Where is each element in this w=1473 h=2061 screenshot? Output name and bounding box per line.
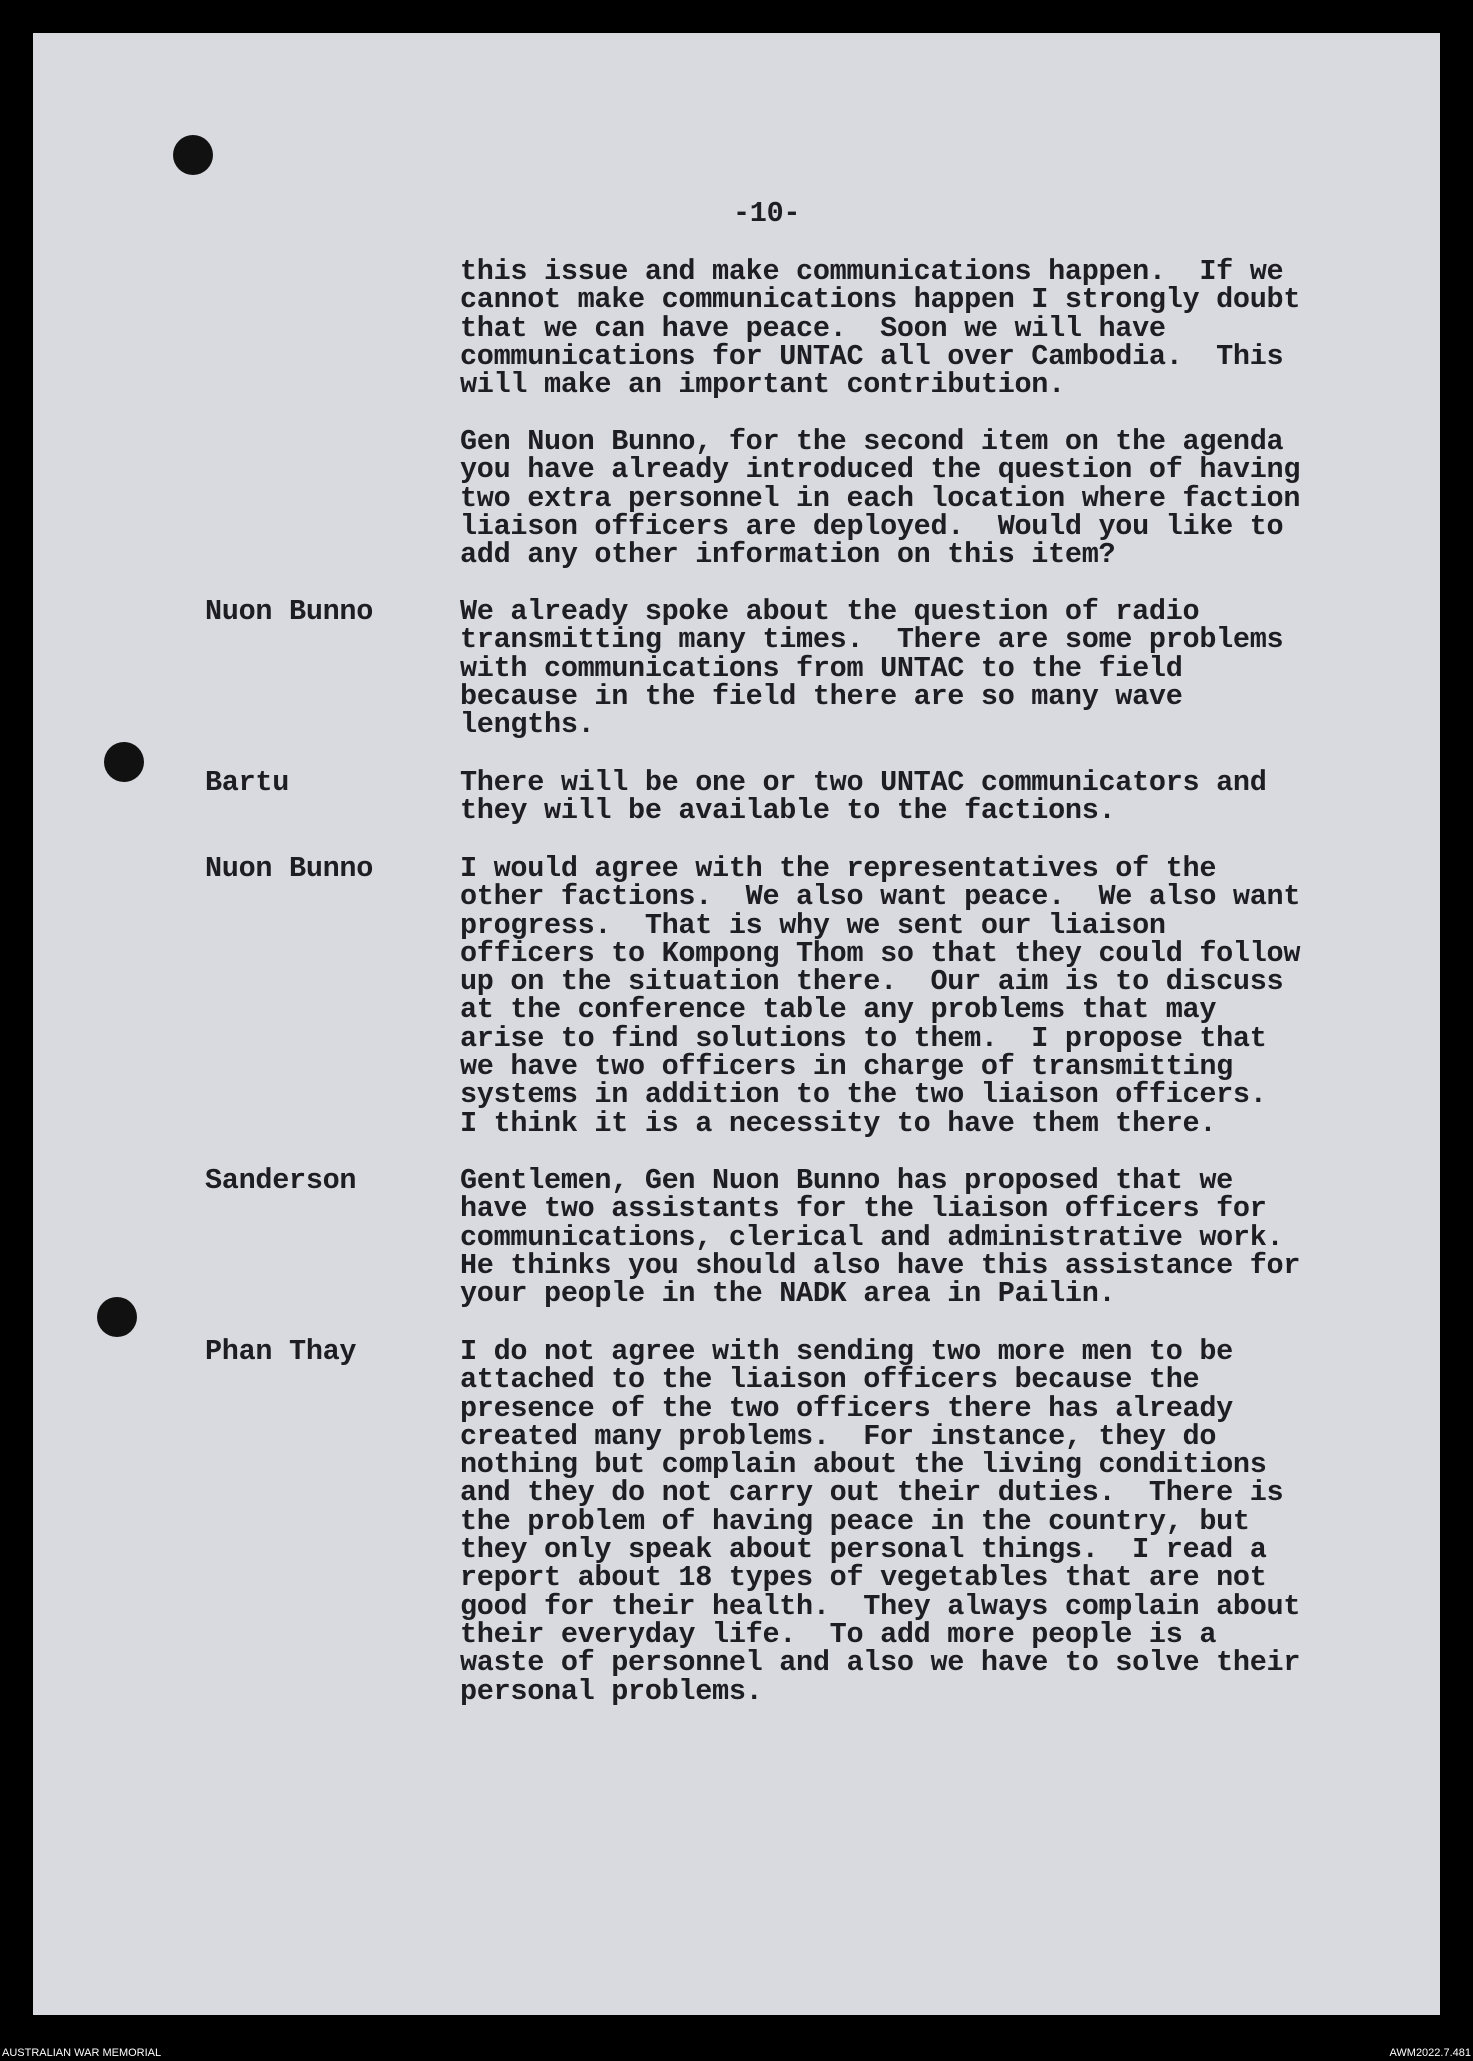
document-page <box>33 33 1440 2015</box>
speaker-name: Phan Thay <box>205 1335 357 1368</box>
punch-hole <box>104 742 144 782</box>
footer-institution: AUSTRALIAN WAR MEMORIAL <box>2 2047 162 2059</box>
speaker-name: Sanderson <box>205 1164 357 1197</box>
punch-hole <box>173 135 213 175</box>
paragraph: I would agree with the representatives of the other factions. We also want peace. We also want progress. That is why we sent our liaison officers to Kompong Thom so that they could follow up on the situation there. Our aim is to discuss at the conference table any problems that may arise to find solutions to them. I propose that we have two officers in charge of transmitting systems in addition to the two liaison officers. I think it is a necessity to have them there. <box>460 852 1301 1140</box>
paragraph: Gentlemen, Gen Nuon Bunno has proposed that we have two assistants for the liaison officers for communications, clerical and administrative work. He thinks you should also have this assistance for your people in the NADK area in Pailin. <box>460 1164 1301 1311</box>
footer-reference: AWM2022.7.481 <box>1389 2047 1471 2059</box>
speaker-name: Bartu <box>205 766 290 799</box>
paragraph: There will be one or two UNTAC communicators and they will be available to the factions. <box>460 766 1267 828</box>
paragraph: this issue and make communications happen. If we cannot make communications happen I strongly doubt that we can have peace. Soon we will have communications for UNTAC all over Cambodia. This will make an important contribution. <box>460 255 1301 402</box>
speaker-name: Nuon Bunno <box>205 595 374 628</box>
paragraph: We already spoke about the question of radio transmitting many times. There are some problems with communications from UNTAC to the field because in the field there are so many wave lengths. <box>460 595 1284 742</box>
speaker-name: Nuon Bunno <box>205 852 374 885</box>
punch-hole <box>97 1297 137 1337</box>
paragraph: Gen Nuon Bunno, for the second item on the agenda you have already introduced the question of having two extra personnel in each location where faction liaison officers are deployed. Would you like to add any other information on this item? <box>460 425 1301 572</box>
paragraph: I do not agree with sending two more men to be attached to the liaison officers because the presence of the two officers there has already created many problems. For instance, they do nothing but complain about the living conditions and they do not carry out their duties. There is the problem of having peace in the country, but they only speak about personal things. I read a report about 18 types of vegetables that are not good for their health. They always complain about their everyday life. To add more people is a waste of personnel and also we have to solve their personal problems. <box>460 1335 1301 1708</box>
page-number: -10- <box>733 197 801 230</box>
